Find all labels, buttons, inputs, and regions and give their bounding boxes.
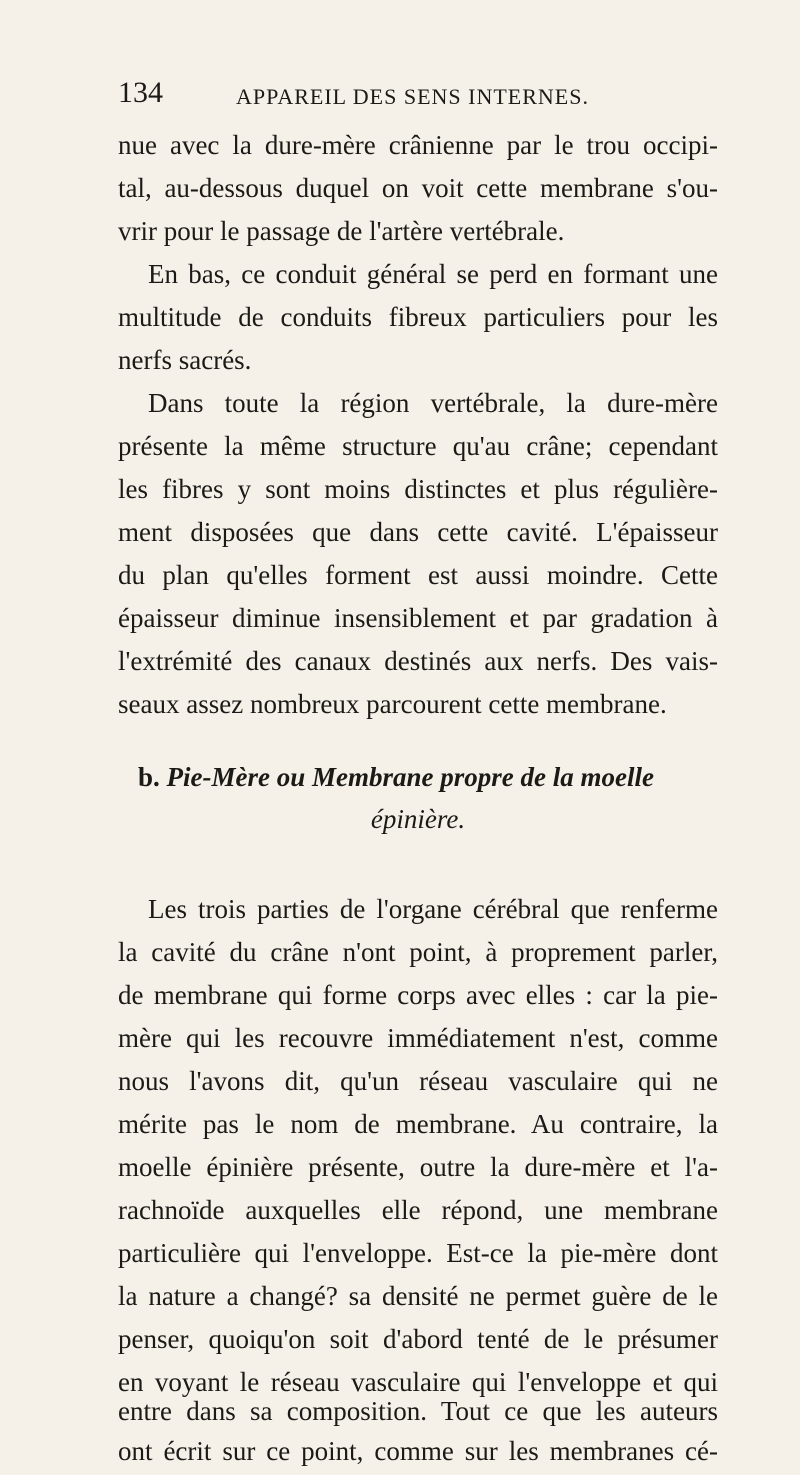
text-line: nous l'avons dit, qu'un réseau vasculaire qui ne (118, 1066, 718, 1096)
text-line: vrir pour le passage de l'artère vertébrale. (118, 216, 565, 246)
text-line: nue avec la dure-mère crânienne par le trou occipi- (118, 130, 718, 160)
page-number: 134 (118, 76, 163, 109)
text-line: particulière qui l'enveloppe. Est-ce la pie-mère dont (118, 1238, 718, 1268)
section-title-text: Pie-Mère ou Membrane propre de la moelle (166, 762, 654, 792)
text-line: penser, quoiqu'on soit d'abord tenté de le présumer (118, 1324, 718, 1354)
text-line: Les trois parties de l'organe cérébral que renferme (148, 894, 718, 924)
text-line: présente la même structure qu'au crâne; cependant (118, 431, 718, 461)
section-title-cont: épinière. (370, 804, 466, 834)
text-line: rachnoïde auxquelles elle répond, une membrane (118, 1195, 718, 1225)
text-line: l'extrémité des canaux destinés aux nerfs. Des vais- (118, 646, 718, 676)
text-line: entre dans sa composition. Tout ce que les auteurs (118, 1396, 718, 1426)
text-line: multitude de conduits fibreux particuliers pour les (118, 302, 718, 332)
text-line: la cavité du crâne n'ont point, à proprement parler, (118, 937, 718, 967)
text-line: du plan qu'elles forment est aussi moindre. Cette (118, 560, 718, 590)
page-header (118, 76, 718, 116)
section-title-continued (118, 800, 718, 838)
text-line: en voyant le réseau vasculaire qui l'enveloppe et qui (118, 1367, 718, 1397)
section-title (138, 758, 718, 796)
text-line: moelle épinière présente, outre la dure-mère et l'a- (118, 1152, 718, 1182)
text-line: mère qui les recouvre immédiatement n'est, comme (118, 1023, 718, 1053)
section-letter: b. (138, 762, 160, 792)
text-line: tal, au-dessous duquel on voit cette membrane s'ou- (118, 173, 718, 203)
text-line: la nature a changé? sa densité ne permet guère de le (118, 1281, 718, 1311)
text-line: épaisseur diminue insensiblement et par gradation à (118, 603, 718, 633)
text-line: ont écrit sur ce point, comme sur les membranes cé- (118, 1436, 718, 1466)
running-head: APPAREIL DES SENS INTERNES. (236, 84, 589, 109)
text-line: ment disposées que dans cette cavité. L'épaisseur (118, 517, 718, 547)
text-line: de membrane qui forme corps avec elles : car la pie- (118, 980, 718, 1010)
text-line: nerfs sacrés. (118, 345, 252, 375)
text-line: mérite pas le nom de membrane. Au contraire, la (118, 1109, 718, 1139)
text-line: seaux assez nombreux parcourent cette membrane. (118, 689, 667, 719)
text-line: les fibres y sont moins distinctes et plus régulière- (118, 474, 718, 504)
text-line: Dans toute la région vertébrale, la dure-mère (148, 388, 718, 418)
text-line: En bas, ce conduit général se perd en formant une (148, 259, 718, 289)
